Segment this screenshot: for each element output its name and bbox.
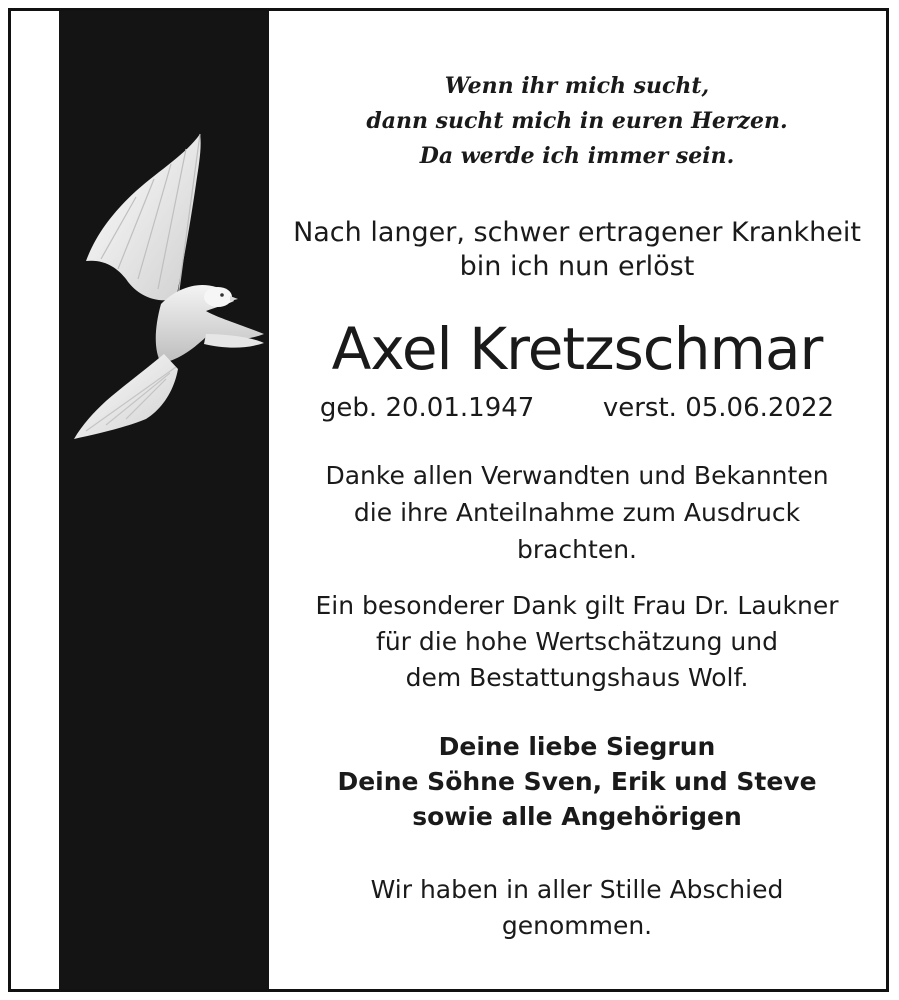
life-dates: [268, 391, 886, 425]
signatory-line: sowie alle Angehörigen: [412, 802, 742, 831]
motto-line: Da werde ich immer sein.: [419, 143, 735, 169]
notice-text-column: [268, 11, 886, 989]
obituary-notice: [8, 8, 889, 992]
death-date: verst. 05.06.2022: [602, 393, 835, 423]
thanks-line: die ihre Anteilnahme zum Ausdruck: [353, 498, 801, 527]
birth-date: geb. 20.01.1947: [319, 393, 535, 423]
closing-line: Wir haben in aller Stille Abschied: [370, 875, 784, 904]
deceased-name: Axel Kretzschmar: [331, 315, 823, 383]
intro-line: Nach langer, schwer ertragener Krankheit: [293, 217, 861, 248]
special-thanks-line: dem Bestattungshaus Wolf.: [405, 663, 749, 692]
special-thanks-line: Ein besonderer Dank gilt Frau Dr. Laukner: [315, 591, 839, 620]
dove-icon: [66, 129, 266, 444]
closing-line: genommen.: [501, 911, 653, 940]
signatory-line: Deine liebe Siegrun: [438, 732, 716, 761]
thanks-line: brachten.: [516, 535, 638, 564]
intro-line: bin ich nun erlöst: [459, 251, 695, 282]
signatory-line: Deine Söhne Sven, Erik und Steve: [337, 767, 817, 796]
motto-line: dann sucht mich in euren Herzen.: [366, 108, 788, 134]
thanks-line: Danke allen Verwandten und Bekannten: [325, 461, 829, 490]
special-thanks-line: für die hohe Wertschätzung und: [376, 627, 778, 656]
motto-line: Wenn ihr mich sucht,: [444, 73, 710, 99]
